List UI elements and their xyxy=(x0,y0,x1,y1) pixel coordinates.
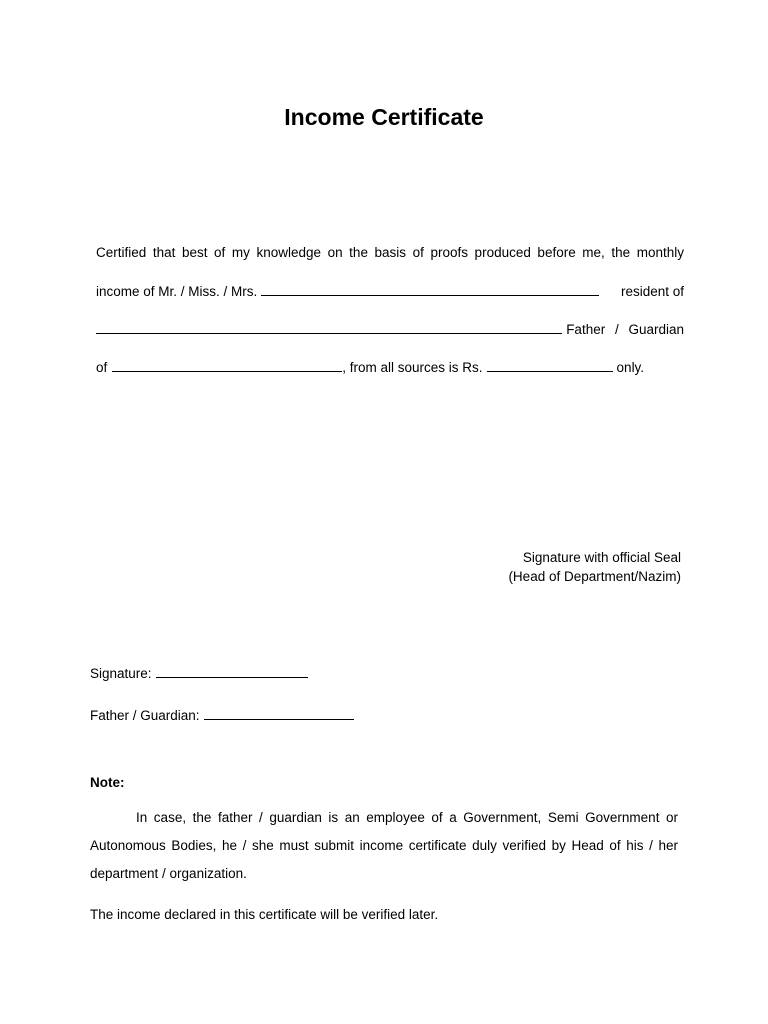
certificate-text: Certified that best of my knowledge on the basis of proofs produced before me, the monthly xyxy=(96,245,684,260)
signature-blank-field[interactable] xyxy=(156,664,308,678)
name-prefix-label: income of Mr. / Miss. / Mrs. xyxy=(96,284,258,299)
guardian-signature-row xyxy=(90,706,354,725)
certificate-line-2 xyxy=(96,282,684,301)
official-seal-block xyxy=(508,548,681,586)
name-blank-field[interactable] xyxy=(261,282,599,296)
certificate-line-1 xyxy=(96,244,684,262)
guardian-name-blank-field[interactable] xyxy=(112,358,342,372)
father-guardian-label: Father / Guardian xyxy=(566,322,684,337)
note-heading: Note: xyxy=(90,775,125,790)
seal-designation-label: (Head of Department/Nazim) xyxy=(508,569,681,584)
resident-label: resident of xyxy=(620,284,684,299)
amount-blank-field[interactable] xyxy=(487,358,613,372)
of-label: of xyxy=(96,360,108,375)
signature-row xyxy=(90,664,308,683)
certificate-line-4 xyxy=(96,358,644,377)
only-label: only. xyxy=(616,360,645,375)
address-blank-field[interactable] xyxy=(96,320,562,334)
note-paragraph: In case, the father / guardian is an employee of a Government, Semi Government or Autonomous Bodies, he / she must submit income certificate duly verified by Head of his / her department / organization. xyxy=(90,810,678,881)
certificate-line-3 xyxy=(96,320,684,339)
document-title: Income Certificate xyxy=(284,104,484,130)
signature-label: Signature: xyxy=(90,666,152,681)
note-verification-text: The income declared in this certificate will be verified later. xyxy=(90,907,439,922)
sources-label: , from all sources is Rs. xyxy=(342,360,483,375)
guardian-label: Father / Guardian: xyxy=(90,708,200,723)
guardian-blank-field[interactable] xyxy=(204,706,354,720)
seal-signature-label: Signature with official Seal xyxy=(522,550,681,565)
